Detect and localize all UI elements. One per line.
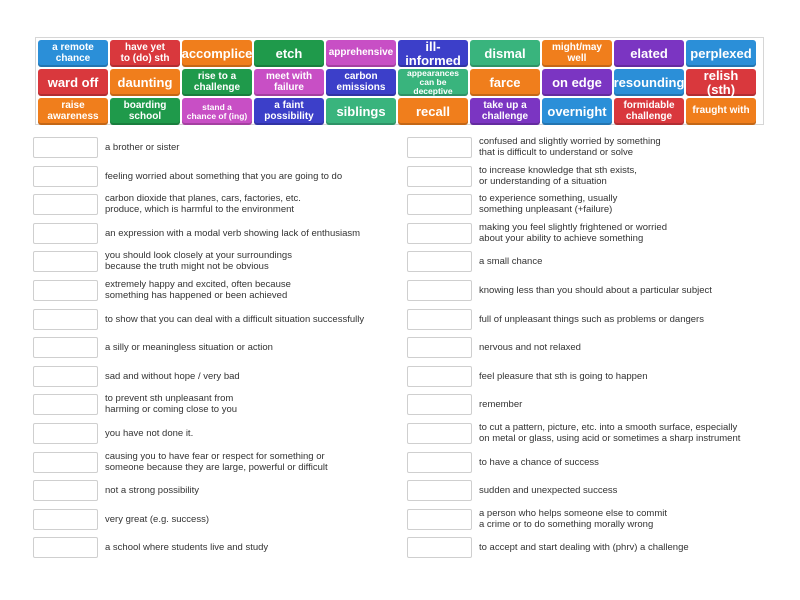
word-tile[interactable]: farce [470,69,540,96]
left-definition-row [33,165,342,187]
left-definition-row [33,250,292,272]
answer-drop-box[interactable] [33,366,98,387]
answer-drop-box[interactable] [407,394,472,415]
definition-text: a brother or sister [105,141,180,153]
definition-text: nervous and not relaxed [479,341,581,353]
word-tile[interactable]: stand a chance of (ing) [182,98,252,125]
answer-drop-box[interactable] [33,280,98,301]
word-tile[interactable]: meet with failure [254,69,324,96]
left-definition-row [33,193,301,215]
word-tile[interactable]: a remote chance [38,40,108,67]
definition-text: confused and slightly worried by something that is difficult to understand or solve [479,136,661,158]
definition-text: extremely happy and excited, often because something has happened or been achieved [105,279,291,301]
left-definition-row [33,136,179,158]
word-tile[interactable]: carbon emissions [326,69,396,96]
definition-text: feel pleasure that sth is going to happen [479,370,648,382]
definition-text: very great (e.g. success) [105,513,210,525]
definition-text: to prevent sth unpleasant from harming or coming close to you [105,393,238,415]
word-tile[interactable]: have yet to (do) sth [110,40,180,67]
answer-drop-box[interactable] [33,509,98,530]
answer-drop-box[interactable] [33,452,98,473]
word-tile[interactable]: raise awareness [38,98,108,125]
definition-text: a small chance [479,255,543,267]
definition-text: an expression with a modal verb showing lack of enthusiasm [105,227,361,239]
word-tile[interactable]: might/may well [542,40,612,67]
right-definition-row [407,250,542,272]
word-tile[interactable]: fraught with [686,98,756,125]
right-definition-row [407,336,581,358]
word-tile[interactable]: take up a challenge [470,98,540,125]
answer-drop-box[interactable] [33,137,98,158]
right-definition-row [407,393,522,415]
definition-text: remember [479,398,523,410]
answer-drop-box[interactable] [407,223,472,244]
answer-drop-box[interactable] [407,366,472,387]
definition-text: to experience something, usually something unpleasant (+failure) [479,193,618,215]
left-definition-row [33,422,193,444]
word-tile[interactable]: apprehensive [326,40,396,67]
answer-drop-box[interactable] [33,423,98,444]
definition-text: to accept and start dealing with (phrv) a challenge [479,541,689,553]
definition-text: to have a chance of success [479,456,599,468]
right-definition-row [407,536,689,558]
answer-drop-box[interactable] [33,309,98,330]
answer-drop-box[interactable] [407,137,472,158]
answer-drop-box[interactable] [33,194,98,215]
answer-drop-box[interactable] [33,537,98,558]
definition-text: knowing less than you should about a particular subject [479,284,712,296]
word-tile[interactable]: overnight [542,98,612,125]
word-tile[interactable]: accomplice [182,40,252,67]
right-definition-row [407,308,704,330]
answer-drop-box[interactable] [407,309,472,330]
word-tile[interactable]: relish (sth) [686,69,756,96]
answer-drop-box[interactable] [407,337,472,358]
answer-drop-box[interactable] [407,480,472,501]
word-tile[interactable]: perplexed [686,40,756,67]
right-definition-row [407,165,637,187]
word-tile[interactable]: a faint possibility [254,98,324,125]
left-definition-row [33,393,237,415]
right-definition-row [407,508,667,530]
definition-text: you have not done it. [105,427,194,439]
right-definition-row [407,451,599,473]
left-definition-row [33,308,364,330]
left-definition-row [33,479,199,501]
answer-drop-box[interactable] [407,452,472,473]
word-tile[interactable]: boarding school [110,98,180,125]
definition-text: to increase knowledge that sth exists, or understanding of a situation [479,165,637,187]
definition-text: carbon dioxide that planes, cars, factories, etc. produce, which is harmful to the environment [105,193,301,215]
word-tile[interactable]: ill-informed [398,40,468,67]
definition-text: to cut a pattern, picture, etc. into a smooth surface, especially on metal or glass, using acid or sometimes a sharp instrument [479,422,741,444]
answer-drop-box[interactable] [33,166,98,187]
definition-text: full of unpleasant things such as problems or dangers [479,313,704,325]
definition-text: you should look closely at your surroundings because the truth might not be obvious [105,250,292,272]
definition-text: a person who helps someone else to commit a crime or to do something morally wrong [479,508,667,530]
left-definition-row [33,365,240,387]
answer-drop-box[interactable] [33,394,98,415]
left-definition-row [33,536,268,558]
word-tile[interactable]: rise to a challenge [182,69,252,96]
right-definition-row [407,279,712,301]
right-definition-row [407,422,740,444]
definition-text: sudden and unexpected success [479,484,618,496]
answer-drop-box[interactable] [407,537,472,558]
word-tile[interactable]: on edge [542,69,612,96]
word-tile[interactable]: dismal [470,40,540,67]
definition-text: sad and without hope / very bad [105,370,240,382]
right-definition-row [407,222,667,244]
word-tile[interactable]: elated [614,40,684,67]
word-tile[interactable]: recall [398,98,468,125]
word-tile[interactable]: ward off [38,69,108,96]
definition-text: a school where students live and study [105,541,269,553]
word-tile[interactable]: etch [254,40,324,67]
answer-drop-box[interactable] [407,509,472,530]
definition-text: a silly or meaningless situation or action [105,341,273,353]
word-tile-bank [35,37,764,125]
word-tile[interactable]: siblings [326,98,396,125]
definition-text: feeling worried about something that you are going to do [105,170,343,182]
answer-drop-box[interactable] [33,480,98,501]
right-definition-row [407,365,647,387]
word-tile[interactable]: formidable challenge [614,98,684,125]
answer-drop-box[interactable] [407,251,472,272]
word-tile[interactable]: daunting [110,69,180,96]
answer-drop-box[interactable] [33,337,98,358]
right-definition-row [407,479,617,501]
definition-text: not a strong possibility [105,484,199,496]
answer-drop-box[interactable] [407,166,472,187]
answer-drop-box[interactable] [33,223,98,244]
left-definition-row [33,508,209,530]
definition-text: making you feel slightly frightened or worried about your ability to achieve something [479,222,667,244]
left-definition-row [33,279,291,301]
answer-drop-box[interactable] [407,194,472,215]
right-definition-row [407,193,617,215]
definition-text: causing you to have fear or respect for something or someone because they are large, powerful or difficult [105,451,328,473]
left-definition-row [33,451,328,473]
right-definition-row [407,136,661,158]
word-tile[interactable]: resounding [614,69,684,96]
definition-text: to show that you can deal with a difficult situation successfully [105,313,365,325]
answer-drop-box[interactable] [33,251,98,272]
left-definition-row [33,222,360,244]
word-tile[interactable]: appearances can be deceptive [398,69,468,96]
answer-drop-box[interactable] [407,280,472,301]
answer-drop-box[interactable] [407,423,472,444]
left-definition-row [33,336,273,358]
